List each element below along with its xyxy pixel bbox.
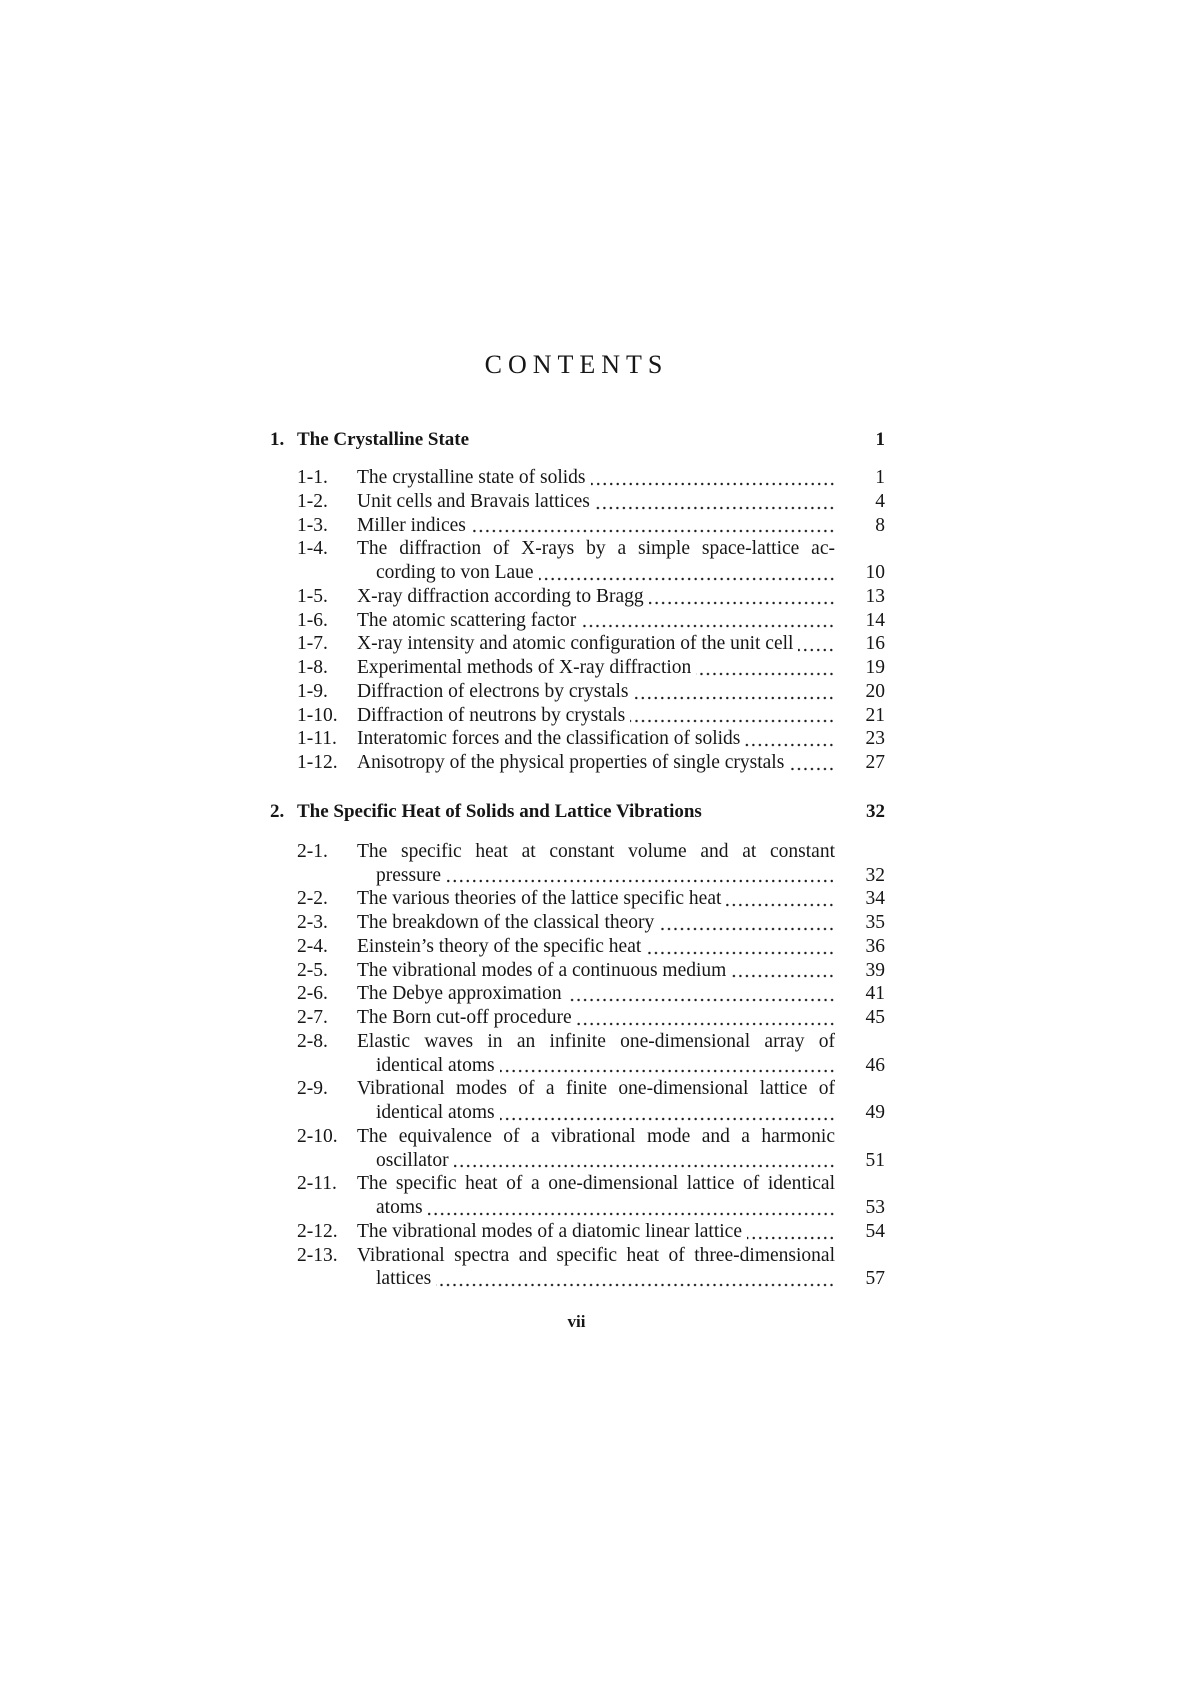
toc-entry [268,751,885,775]
dot-leader [633,680,835,704]
section-title-line [357,1101,835,1125]
section-title-text: The vibrational modes of a continuous medium [357,959,727,981]
chapter-block [268,800,885,1291]
section-title [357,959,835,983]
section-title-line [357,751,835,775]
page-number: 10 [865,562,885,583]
toc-entry [268,514,885,538]
section-title-continuation: oscillator [376,1149,449,1171]
toc-entry [268,704,885,728]
toc-entry [268,959,885,983]
section-title-line [357,680,835,704]
page-number: 41 [865,983,885,1005]
chapter-number: 2. [270,801,285,822]
section-title-line: Vibrational modes of a finite one-dimensional lattice of [357,1078,835,1100]
section-title [357,514,835,538]
section-title [357,911,835,935]
toc-entry [268,490,885,514]
section-title-line [357,935,835,959]
toc-entry [268,935,885,959]
dot-leader [471,514,835,538]
section-title-line [357,1220,835,1244]
section-title-line: The diffraction of X-rays by a simple space-lattice ac- [357,538,835,560]
section-title-line [357,864,835,888]
section-title [357,751,835,775]
dot-leader [630,704,835,728]
dot-leader [646,935,835,959]
page-number: 4 [875,490,885,512]
section-number: 1-5. [297,585,328,607]
section-number: 2-9. [297,1078,328,1100]
toc-entry [268,840,885,888]
dot-leader [500,1054,835,1078]
section-title [357,887,835,911]
chapter-heading [268,800,885,824]
page-number: 35 [865,912,885,933]
chapter-page-number: 1 [875,429,885,450]
section-title-line [357,656,835,680]
section-title-line [357,911,835,935]
section-title-text: Experimental methods of X-ray diffraction [357,657,692,678]
section-title [357,704,835,728]
section-title-continuation: lattices [376,1268,432,1290]
section-number: 1-9. [297,680,328,702]
dot-leader [577,1006,835,1030]
dot-leader [446,864,835,888]
section-title-text: Unit cells and Bravais lattices [357,490,590,512]
dot-leader [428,1196,835,1220]
section-number: 1-6. [297,609,328,631]
page-number: 13 [865,585,885,607]
section-title-line [357,514,835,538]
section-title [357,1030,835,1078]
dot-leader [731,959,835,983]
toc-entry [268,1220,885,1244]
toc-entry [268,1077,885,1125]
toc-entry [268,1125,885,1173]
section-title [357,727,835,751]
page-number: 45 [865,1007,885,1028]
section-title [357,466,835,490]
section-title-text: X-ray diffraction according to Bragg [357,585,644,607]
section-title-continuation: identical atoms [376,1054,495,1076]
section-title [357,935,835,959]
section-title-line [357,727,835,751]
section-title [357,632,835,656]
section-number: 1-12. [297,752,338,773]
toc-entry [268,585,885,609]
chapter-number: 1. [270,429,285,450]
section-title-text: The atomic scattering factor [357,609,577,631]
dot-leader [454,1149,835,1173]
toc-entry [268,1244,885,1292]
section-number: 2-2. [297,888,328,910]
dot-leader [747,1220,835,1244]
section-title-line [357,1006,835,1030]
section-title-text: Diffraction of neutrons by crystals [357,704,626,726]
section-number: 1-11. [297,728,337,750]
page-number: 16 [865,633,885,655]
section-title-text: Miller indices [357,514,466,536]
section-title-line [357,959,835,983]
section-title-text: X-ray intensity and atomic configuration of the unit cell [357,633,794,655]
toc-entry [268,1006,885,1030]
page-number: 32 [865,864,885,886]
section-title-line [357,609,835,633]
section-number: 2-3. [297,912,328,933]
section-title-line [357,585,835,609]
section-title-continuation: identical atoms [376,1102,495,1123]
section-number: 1-1. [297,467,328,488]
section-number: 1-10. [297,704,338,726]
section-title-text: The breakdown of the classical theory [357,912,655,933]
section-title-text: Diffraction of electrons by crystals [357,680,629,702]
section-number: 2-5. [297,959,328,981]
chapter-heading [268,428,885,452]
section-title-text: The crystalline state of solids [357,467,586,488]
dot-leader [595,490,835,514]
section-number: 2-1. [297,840,328,862]
section-title-line [357,561,835,585]
section-number: 2-13. [297,1244,338,1266]
page-number: 27 [865,752,885,773]
section-number: 2-8. [297,1030,328,1052]
section-number: 2-12. [297,1220,338,1242]
section-title-continuation: pressure [376,864,441,886]
section-title-line: The equivalence of a vibrational mode and a harmonic [357,1125,835,1147]
section-number: 1-8. [297,657,328,678]
section-title-line [357,887,835,911]
section-title-text: Anisotropy of the physical properties of single crystals [357,752,785,773]
dot-leader [581,609,835,633]
section-title-line: The specific heat at constant volume and at constant [357,840,835,862]
section-number: 2-6. [297,983,328,1005]
section-title-line [357,704,835,728]
section-number: 2-11. [297,1173,337,1195]
toc-entry [268,680,885,704]
section-title-line [357,1149,835,1173]
section-number: 2-7. [297,1007,328,1028]
page-number: 36 [865,935,885,957]
toc-entry [268,656,885,680]
section-title [357,1172,835,1220]
section-title-text: Einstein’s theory of the specific heat [357,935,642,957]
page-number: 51 [865,1149,885,1171]
section-title-text: Interatomic forces and the classification of solids [357,728,741,750]
section-title [357,982,835,1006]
section-title-line [357,982,835,1006]
section-title [357,490,835,514]
page-number: 8 [875,514,885,536]
folio-page-number: vii [567,1312,586,1331]
section-title-line [357,490,835,514]
toc-entry [268,1030,885,1078]
dot-leader [649,585,835,609]
page-number: 57 [865,1268,885,1290]
toc-entry [268,466,885,490]
toc-entry [268,1172,885,1220]
section-title-line [357,632,835,656]
section-title [357,585,835,609]
section-number: 1-2. [297,490,328,512]
section-title [357,680,835,704]
toc-entry [268,982,885,1006]
chapter-title: The Crystalline State [297,429,470,450]
page-number: 19 [865,657,885,678]
toc-entry [268,609,885,633]
section-title-line: The specific heat of a one-dimensional lattice of identical [357,1173,835,1195]
section-title-line [357,1196,835,1220]
page-number: 1 [875,467,885,488]
section-title [357,1220,835,1244]
section-title [357,1006,835,1030]
page-number: 54 [865,1220,885,1242]
section-title-line [357,1267,835,1291]
page-number: 20 [865,680,885,702]
section-title [357,1125,835,1173]
dot-leader [539,561,835,585]
dot-leader [436,1267,835,1291]
section-title [357,537,835,585]
section-title-line [357,1054,835,1078]
section-title-line [357,466,835,490]
page-number: 46 [865,1054,885,1076]
section-title [357,1077,835,1125]
section-title-line: Elastic waves in an infinite one-dimensional array of [357,1030,835,1052]
dot-leader [798,632,835,656]
section-number: 2-4. [297,935,328,957]
page-title: CONTENTS [484,350,669,379]
dot-leader [659,911,835,935]
dot-leader [726,887,835,911]
section-title-continuation: cording to von Laue [376,562,534,583]
section-title [357,656,835,680]
section-title-text: The vibrational modes of a diatomic linear lattice [357,1220,742,1242]
section-number: 2-10. [297,1125,338,1147]
dot-leader [567,982,835,1006]
page-number: 53 [865,1197,885,1218]
dot-leader [591,466,835,490]
section-number: 1-4. [297,538,328,560]
page-number: 49 [865,1102,885,1123]
dot-leader [696,656,835,680]
toc-entry [268,537,885,585]
section-title-line: Vibrational spectra and specific heat of three-dimensional [357,1244,835,1266]
toc-entry [268,911,885,935]
dot-leader [789,751,835,775]
section-title [357,840,835,888]
chapter-page-number: 32 [866,801,885,822]
page-number: 23 [865,728,885,750]
section-title-text: The Born cut-off procedure [357,1007,572,1028]
page-number: 21 [865,704,885,726]
chapter-title: The Specific Heat of Solids and Lattice Vibrations [297,801,702,822]
toc-entry [268,887,885,911]
page-number: 34 [865,888,885,910]
section-number: 1-3. [297,514,328,536]
chapter-block [268,428,885,775]
section-number: 1-7. [297,633,328,655]
section-title [357,1244,835,1292]
section-title [357,609,835,633]
toc-entry [268,727,885,751]
section-title-text: The Debye approximation [357,983,562,1005]
page-number: 14 [865,609,885,631]
dot-leader [500,1101,835,1125]
section-title-continuation: atoms [376,1197,423,1218]
section-title-text: The various theories of the lattice specific heat [357,888,722,910]
toc-entry [268,632,885,656]
dot-leader [745,727,835,751]
page-number: 39 [865,959,885,981]
